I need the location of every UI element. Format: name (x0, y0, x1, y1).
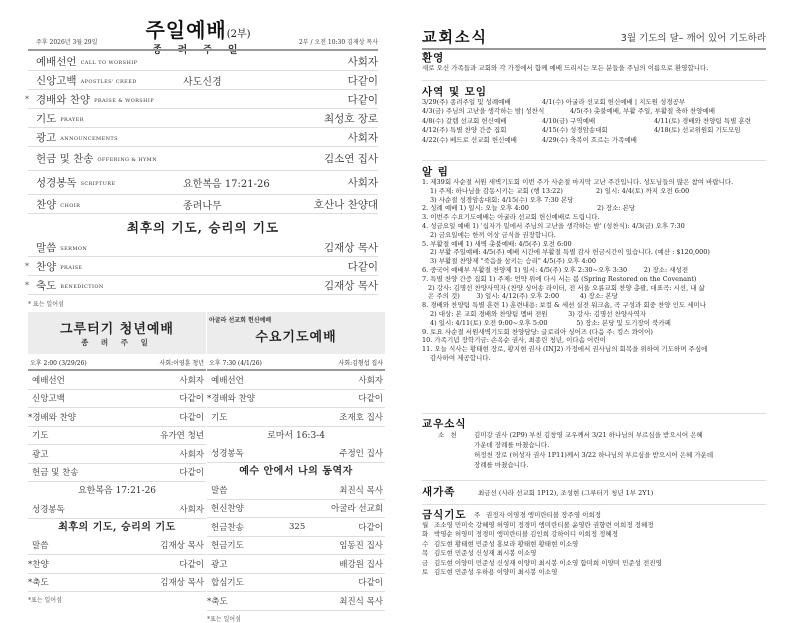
bulletin-right-page (422, 0, 774, 612)
wednesday-order-row (207, 574, 385, 593)
order-item-label: 헌금 및 찬송 (36, 153, 94, 165)
section-divider (422, 160, 766, 161)
announcement-line: 4) 일시: 4/11(토) 오전 9:00~오후 5:00 5) 장소: 본당 및 도기장이 북카페 (430, 318, 671, 327)
announcement-line: 2) 강사: 김명선 찬양사역자 (찬양 싱어송 라이터, 전 서울 오륜교회 찬양 총괄, 대표곡: 시선, 내 삶 (428, 283, 705, 292)
order-item-label: 헌금찬송 (211, 522, 244, 533)
schedule-item: 4/8(수) 갈렙 선교회 헌신예배 (422, 116, 507, 125)
order-row (28, 109, 378, 128)
order-item-leader: 김소연 집사 (323, 153, 378, 165)
youth-order-row (28, 445, 206, 464)
announcement-line: 2) 부활 주일예배: 4/5(주) 예배 시간에 부활절 특별 감사 헌금시간이 있습니다. (예산 : $120,000) (430, 248, 710, 257)
youth-sermon-title: 최후의 기도, 승리의 기도 (58, 521, 176, 533)
order-item-en: OFFERING & HYMN (97, 157, 157, 163)
schedule-item: 4/1(수) 아굴라 선교회 헌신예배 | 지도원 성경공부 (542, 98, 686, 106)
order-item-leader: 김재상 목사 (323, 241, 378, 254)
order-item-label: *축도 (207, 596, 228, 607)
order-item-leader: 김재상 목사 (323, 279, 378, 292)
fasting-row (422, 549, 766, 558)
wednesday-order-row (207, 537, 385, 556)
fasting-names: 권정자 이영경 엥미란티볼 장주영 이희정 (486, 511, 602, 519)
wednesday-order-row (207, 555, 385, 574)
main-title-text: 주일예배 (145, 18, 227, 42)
order-item-en: PRAYER (60, 116, 84, 123)
schedule-item: 4/29(수) 축복이 흐르는 가족예배 (542, 135, 637, 144)
order-item-leader: 다같이 (179, 559, 204, 570)
fasting-names: 김도현 이양미 민준성 신성재 이양미 최시봉 이소영 함미희 이양미 민준성 전진영 (434, 558, 662, 567)
order-item-leader: 사회자 (347, 55, 378, 68)
schedule-item: 4/22(수) 베드로 선교회 헌신예배 (422, 135, 517, 144)
new-family-text: 최금선 (사라 선교회 1P12), 조성현 (그루터기 청년 1부 2Y1) (478, 489, 654, 497)
wednesday-order-row (207, 445, 385, 464)
schedule-grid (422, 98, 766, 145)
order-item-label: 신앙고백 (32, 394, 65, 405)
fasting-day: 주 (474, 511, 481, 519)
order-item-leader: 김재상 목사 (160, 541, 204, 552)
fasting-names: 조소영 민미숙 강혜영 허영미 정경미 엥미란티볼 윤영란 권향련 이희정 정혜정 (434, 521, 654, 529)
sermon-title: 최후의 기도, 승리의 기도 (126, 220, 280, 235)
order-item-en: SERMON (60, 245, 88, 252)
order-row (28, 195, 378, 214)
order-row (28, 71, 378, 90)
wednesday-service-header (207, 312, 385, 354)
order-item-label: 말씀 (36, 241, 57, 254)
announcement-line: 3) 사순절 성경암송대회: 4/15(수) 오후 7:30 본당 (430, 195, 574, 204)
youth-order-row (28, 555, 206, 574)
standing-marker: * (25, 280, 29, 290)
new-family-section (422, 480, 766, 498)
schedule-item: 4/18(토) 선교위원회 기도모임 (654, 126, 741, 135)
wednesday-order-row (207, 592, 385, 611)
order-row (28, 147, 378, 171)
funeral-text (474, 430, 713, 470)
order-item-en: SCRIPTURE (80, 181, 116, 187)
order-item-label: 기도 (36, 112, 57, 125)
order-item-label: 축도 (36, 279, 57, 292)
order-item-label: 헌금 및 찬송 (32, 468, 79, 479)
schedule-item: 4/3(금) 주님의 고난을 생각하는 밤| 성찬식 (422, 107, 545, 116)
service-date: 주후 2026년 3월 29일 (36, 39, 98, 46)
schedule-item: 4/11(토) 경배와 찬양팀 특별 훈련 (654, 116, 752, 125)
fasting-names: 김도현 민준성 신성재 최시봉 이소영 (434, 549, 537, 558)
announcement-line: 2) 금요일에는 한끼 이상 금식을 권장합니다. (430, 230, 556, 239)
order-item-leader: 최진식 목사 (339, 596, 383, 607)
standing-footnote: * 표는 일어섬 (28, 301, 64, 308)
order-item-label: 신앙고백 (36, 74, 77, 87)
order-item-label: 예배선언 (32, 375, 65, 386)
fasting-row (422, 568, 766, 577)
member-news-section (422, 413, 766, 470)
youth-order-row (28, 408, 206, 427)
order-item-label: 찬양 (36, 260, 57, 273)
order-item-label: 헌신찬양 (211, 504, 244, 515)
fasting-day: 금 (422, 558, 429, 567)
fasting-prayer-section (422, 504, 766, 577)
header-divider (422, 48, 766, 50)
order-item-leader: 최진식 목사 (339, 485, 383, 496)
order-item-detail: 사도신경 (183, 76, 222, 88)
funeral-label: 소 천 (438, 431, 459, 439)
order-item-leader: 다같이 (358, 394, 383, 405)
youth-service (28, 312, 206, 604)
announcement-line: 7. 특별 찬양 간증 집회 1) 주제: 언약 위에 다시 서는 봄 (Spring Restored on the Covenant) (422, 274, 697, 283)
wednesday-scripture-ref: 로마서 16:3-4 (267, 430, 325, 441)
fasting-row (422, 559, 766, 568)
order-item-detail: 종려나무 (183, 200, 222, 212)
announcement-line: 4. 성금요일 예배 1) '십자가 밑에서 주님의 고난을 생각하는 밤' (성찬식): 4/3(금) 오후 7:30 (422, 221, 685, 230)
order-item-label: 기도 (32, 431, 49, 442)
service-info: 2부 / 오전 10:30 김재상 목사 (298, 39, 378, 46)
announcement-line: 3. 이번주 수요기도예배는 아굴라 선교회 헌신예배로 드립니다. (422, 213, 600, 222)
order-item-label: 광고 (36, 131, 57, 144)
youth-order-row (28, 427, 206, 446)
youth-service-host: 사회:이영훈 청년 (159, 360, 204, 367)
announcements-section (422, 160, 766, 363)
order-item-label: 예배선언 (211, 375, 244, 386)
order-item-en: BENEDICTION (60, 283, 104, 290)
welcome-heading: 환영 (422, 52, 445, 64)
youth-service-time: 오후 2:00 (3/29/26) (30, 360, 87, 367)
order-item-leader: 사회자 (347, 131, 378, 144)
order-row (28, 128, 378, 147)
order-item-leader: 사회자 (179, 504, 204, 515)
youth-service-subtitle: 종 려 주 일 (81, 338, 153, 347)
wednesday-footnote: *표는 일어섬 (207, 615, 241, 623)
order-item-label: 광고 (32, 449, 49, 460)
announcement-line: 9. 토요 사순절 서원새벽기도회 찬양담당: 글로리아 싱어즈 (다음 주: 킹스 콰이어) (422, 327, 653, 336)
wednesday-order-row (207, 481, 385, 500)
welcome-section (422, 52, 766, 73)
order-of-worship (25, 52, 378, 308)
order-item-label: 합심기도 (211, 578, 244, 589)
order-item-en: APOSTLES' CREED (80, 78, 137, 85)
fasting-names: 김도현 황태현 민준성 홍보라 황태현 황태현 이소영 (434, 539, 579, 548)
fasting-day: 수 (422, 539, 429, 548)
order-item-leader: 임동진 집사 (339, 541, 383, 552)
wednesday-order-row (207, 390, 385, 409)
fasting-names: 김도현 민준성 우하용 이양미 최시봉 이소영 (434, 568, 558, 577)
youth-service-meta (28, 354, 206, 371)
announcement-line: 2) 대상: 본 교회 경배와 찬양팀 멤버 전원 3) 강사: 김명선 찬양사역자 (430, 309, 647, 318)
schedule-item: 4/10(금) 구역예배 (542, 116, 596, 125)
order-item-leader: 아굴라 선교회 (331, 504, 383, 515)
order-row (25, 257, 378, 276)
new-family-row (422, 486, 766, 498)
order-item-label: 경배와 찬양 (36, 93, 91, 106)
fasting-day: 월 (422, 521, 429, 529)
order-item-label: 말씀 (211, 485, 228, 496)
member-news-heading: 교우소식 (422, 418, 467, 430)
announcement-line: 1. 제39회 사순절 서원 새벽기도회 이번 주가 사순절 마지막 고난 주간입니다. 성도님들의 많은 참여 바랍니다. (422, 178, 734, 186)
main-title-suffix: (2부) (226, 29, 251, 40)
order-item-label: *경배와 찬양 (207, 394, 256, 405)
wednesday-service-host: 사회:김형섭 집사 (338, 360, 383, 367)
youth-footnote: *표는 일어섬 (28, 597, 62, 604)
fasting-heading: 금식기도 (422, 509, 467, 521)
order-item-label: *축도 (28, 578, 49, 589)
order-item-en: PRAISE & WORSHIP (94, 97, 155, 104)
order-item-en: CHOIR (60, 202, 81, 209)
standing-marker: * (25, 94, 29, 104)
order-item-leader: 다같이 (358, 522, 383, 533)
funeral-line: 김미강 권사 (2P9) 부친 김창영 교우께서 3/21 하나님의 부르심을 받으시어 은혜 (474, 431, 703, 439)
order-item-en: CALL TO WORSHIP (80, 59, 138, 66)
funeral-line: 장례를 마쳤습니다. (474, 461, 529, 469)
order-item-label: 기도 (211, 412, 228, 423)
funeral-line: 가운데 장례를 마쳤습니다. (474, 441, 550, 449)
wednesday-service (207, 312, 385, 623)
announcement-line: 3) 부활절 찬양제 "죽음을 삼키는 승리" 4/5(주) 오후 4:00 (430, 257, 597, 266)
section-divider (422, 480, 766, 481)
order-row (25, 90, 378, 109)
order-item-detail: 요한복음 17:21-26 (183, 179, 270, 190)
order-item-en: PRAISE (60, 264, 83, 271)
schedule-item: 4/5(주) 촛불예배, 부활 주일, 부활절 축하 찬양예배 (570, 107, 716, 116)
wednesday-service-time: 오후 7:30 (4/1/26) (209, 360, 262, 367)
announcement-line: 5. 부활절 예배 1) 새벽 촛불예배: 4/5(주) 오전 6:00 (422, 239, 572, 248)
wednesday-order-row (207, 371, 385, 390)
order-item-leader: 사회자 (347, 177, 378, 189)
news-title: 교회소식 (422, 28, 488, 46)
order-row (28, 238, 378, 257)
fasting-row (422, 540, 766, 549)
order-item-leader: 사회자 (179, 449, 204, 460)
monthly-theme: 3월 기도의 달– 깨어 있어 기도하라 (620, 33, 766, 44)
wednesday-service-meta (207, 354, 385, 371)
order-row (28, 171, 378, 195)
welcome-text: 새로 오신 가족들과 교회와 각 가정에서 함께 예배 드리시는 모든 분들을 주님의 이름으로 환영합니다. (422, 64, 709, 72)
fasting-row (422, 530, 766, 539)
funeral-line: 허정천 장로 (허성자 권사 1P11)께서 3/22 하나님의 부르심을 받으시어 은혜 가운데 (474, 451, 714, 459)
order-item-leader: 조재호 집사 (339, 412, 383, 423)
wednesday-order-row (207, 518, 385, 537)
order-item-label: 찬양 (36, 198, 57, 211)
order-item-leader: 다같이 (347, 260, 378, 273)
youth-scripture-ref: 요한복음 17:21-26 (77, 486, 157, 496)
new-family-heading: 새가족 (422, 486, 456, 498)
youth-service-header (28, 312, 206, 354)
order-item-leader: 유가연 청년 (160, 431, 204, 442)
youth-order-row (28, 537, 206, 556)
announcement-line: 1) 주제: 하나님을 감동시키는 교회 (행 13:22) 2) 일시: 4/4(토) 까지 오전 6:00 (430, 186, 690, 195)
youth-service-title: 그루터기 청년예배 (60, 322, 174, 337)
funeral-notice (422, 430, 766, 470)
announcement-line: 8. 경배와 찬양팀 특별 훈련 1) 훈련내용: 보컬 & 세션 실전 워크숍, 곡 구성과 회중 찬양 인도 세미나 (422, 301, 707, 310)
standing-marker: * (25, 261, 29, 271)
wednesday-order-row (207, 408, 385, 427)
order-item-en: ANNOUNCEMENTS (60, 135, 118, 142)
section-divider (422, 413, 766, 414)
announcements-heading: 알 림 (422, 166, 449, 178)
schedule-section (422, 80, 766, 145)
fasting-day: 토 (422, 568, 429, 577)
fasting-row (422, 521, 766, 530)
order-item-label: 성경봉독 (32, 504, 65, 515)
announcement-line: 11. 오늘 식사는 황태현 장로, 황지현 권사 (INJ2) 가정에서 권사님의 회복을 위하여 기도하며 주심에 (422, 345, 708, 354)
order-item-leader: 최성호 장로 (323, 112, 378, 125)
order-item-label: 예배선언 (36, 55, 77, 68)
announcement-line: 은 주의 것) 3) 일시: 4/12(주) 오후 2:00 4) 장소: 본당 (428, 292, 618, 301)
order-item-label: *찬양 (28, 559, 49, 570)
wednesday-sermon-title: 예수 안에서 나의 동역자 (239, 466, 353, 477)
youth-order-row (28, 371, 206, 390)
youth-order-row (28, 390, 206, 409)
fasting-day: 화 (422, 530, 429, 539)
fasting-names: 박영순 허영미 정경미 엥미란티볼 김인희 강하이디 이희정 정혜정 (434, 530, 618, 539)
schedule-heading: 사역 및 모임 (422, 86, 488, 98)
order-item-label: *경배와 찬양 (28, 412, 77, 423)
fasting-day: 목 (422, 549, 429, 558)
order-item-leader: 배강원 집사 (339, 559, 383, 570)
order-row (25, 276, 378, 295)
wednesday-order-row (207, 500, 385, 519)
announcement-line: 감사하여 제공합니다. (430, 353, 491, 362)
section-divider (422, 80, 766, 81)
order-item-label: 광고 (211, 559, 228, 570)
announcement-line: 6. 중국어 예배부 부활절 찬양제 1) 일시: 4/5(주) 오후 2:30~오후 3:30 2) 장소: 새성전 (422, 265, 689, 274)
order-item-leader: 다같이 (179, 394, 204, 405)
wednesday-service-pretitle: 아굴라 선교회 헌신예배 (209, 317, 272, 324)
schedule-item: 4/12(주) 특별 찬양 간증 집회 (422, 126, 507, 135)
section-divider (422, 504, 766, 505)
fasting-header-row (422, 509, 766, 521)
order-item-leader: 김재상 목사 (160, 578, 204, 589)
fasting-row (474, 511, 601, 520)
order-row (28, 52, 378, 71)
announcement-line: 2. 성례 예배 1) 일시: 오늘 오후 4:00 2) 장소: 본당 (422, 204, 636, 213)
youth-order-row (28, 464, 206, 483)
hymn-number: 325 (289, 521, 306, 532)
order-item-label: 성경봉독 (36, 177, 77, 189)
schedule-item: 4/15(수) 성경암송대회 (542, 126, 608, 135)
order-item-leader: 호산나 찬양대 (313, 198, 378, 211)
order-item-label: 말씀 (32, 541, 49, 552)
header-divider (28, 49, 378, 51)
order-item-leader: 다같이 (347, 93, 378, 106)
schedule-item: 3/29(주) 종려주일 및 성례예배 (422, 98, 511, 106)
order-item-leader: 다같이 (358, 578, 383, 589)
order-item-leader: 다같이 (179, 412, 204, 423)
youth-order-row (28, 574, 206, 593)
announcement-line: 10. 가족기념 장학기금: 손옥순 권사, 최종린 청년, 이다솜 어린이 (422, 336, 606, 345)
order-item-leader: 사회자 (179, 375, 204, 386)
order-item-leader: 사회자 (358, 375, 383, 386)
order-item-leader: 다같이 (347, 74, 378, 87)
wednesday-service-title: 수요기도예배 (255, 330, 337, 345)
order-item-label: 헌금기도 (211, 541, 244, 552)
order-item-leader: 주정인 집사 (339, 449, 383, 460)
order-item-label: 성경봉독 (211, 449, 244, 460)
youth-order-row (28, 500, 206, 519)
order-item-leader: 다같이 (179, 468, 204, 479)
